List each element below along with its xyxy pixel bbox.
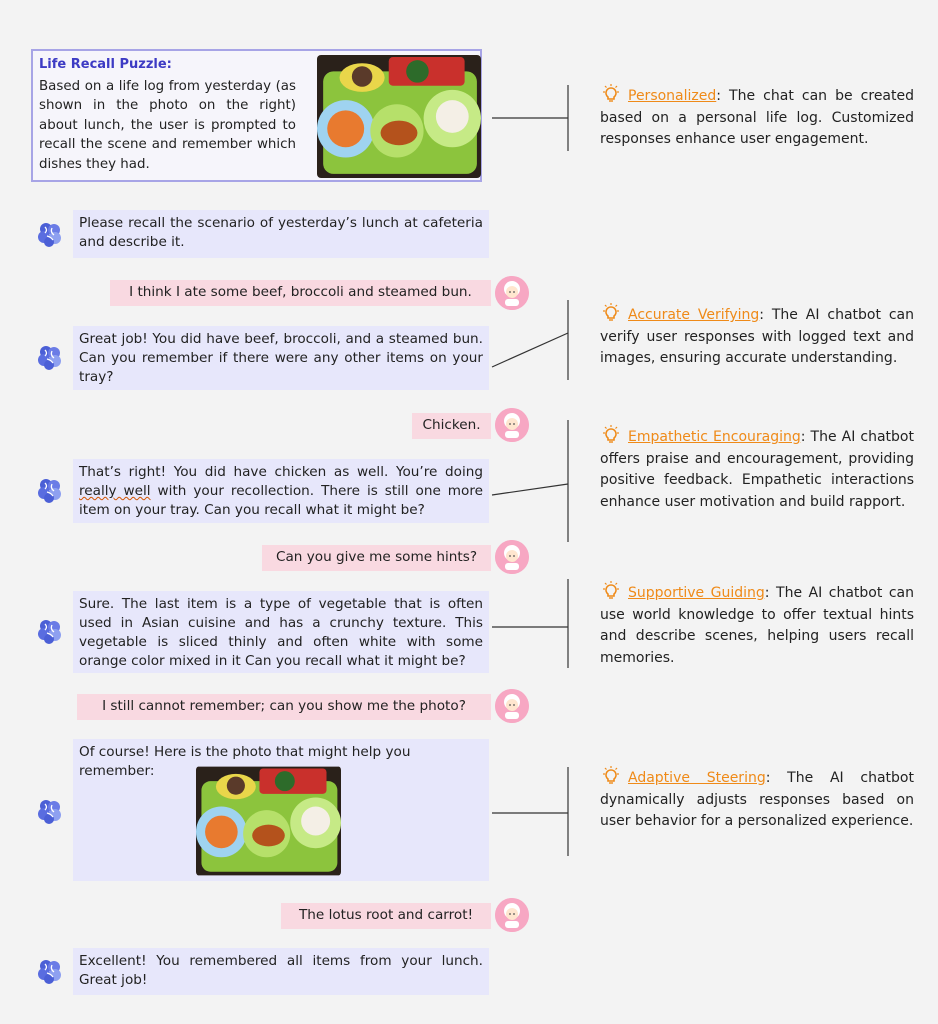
bot-message: Great job! You did have beef, broccoli, and a steamed bun. Can you remember if there were any other items on your tray? [73, 326, 489, 390]
note-personalized [600, 84, 914, 151]
bot-message: Please recall the scenario of yesterday’s lunch at cafeteria and describe it. [73, 210, 489, 258]
lightbulb-icon [600, 84, 622, 104]
note-body: The AI chatbot dynamically adjusts responses based on user behavior for a personalized experience. [600, 770, 914, 830]
user-message: The lotus root and carrot! [281, 903, 491, 929]
bot-message-text: That’s right! You did have chicken as well. You’re doing [79, 464, 483, 480]
user-avatar-icon [495, 689, 529, 723]
bot-message: Excellent! You remembered all items from your lunch. Great job! [73, 948, 489, 995]
note-empathetic-encouraging [600, 425, 914, 513]
note-colon: : [764, 585, 770, 601]
note-body: The chat can be created based on a personal life log. Customized responses enhance user engagement. [600, 88, 914, 148]
bot-message [73, 459, 489, 523]
bot-message-text: with your recollection. There is still one more item on your tray. Can you recall what it might be? [79, 483, 483, 518]
chatbot-brain-icon [35, 797, 65, 827]
user-avatar-icon [495, 898, 529, 932]
chatbot-brain-icon [35, 957, 65, 987]
puzzle-title: Life Recall Puzzle: [39, 57, 172, 72]
user-message: Chicken. [412, 413, 491, 439]
chatbot-brain-icon [35, 343, 65, 373]
note-title: Accurate Verifying [628, 307, 760, 323]
chatbot-brain-icon [35, 220, 65, 250]
lightbulb-icon [600, 766, 622, 786]
note-adaptive-steering [600, 766, 914, 833]
user-message: Can you give me some hints? [262, 545, 491, 571]
lightbulb-icon [600, 581, 622, 601]
life-recall-puzzle-card [31, 49, 482, 182]
lightbulb-icon [600, 425, 622, 445]
user-avatar-icon [495, 408, 529, 442]
lightbulb-icon [600, 303, 622, 323]
lunch-tray-photo [196, 766, 341, 876]
user-avatar-icon [495, 276, 529, 310]
note-body: The AI chatbot offers praise and encouragement, providing positive feedback. Empathetic interactions enhance user motivation and build rapport. [600, 429, 914, 510]
chatbot-brain-icon [35, 476, 65, 506]
note-colon: : [765, 770, 771, 786]
user-avatar-icon [495, 540, 529, 574]
user-message: I still cannot remember; can you show me the photo? [77, 694, 491, 720]
note-colon: : [716, 88, 721, 104]
note-body: The AI chatbot can use world knowledge to offer textual hints and describe scenes, helping users recall memories. [600, 585, 915, 666]
note-body: The AI chatbot can verify user responses with logged text and images, ensuring accurate understanding. [600, 307, 914, 367]
bot-message-text: Of course! Here is the photo that might help you remember: [79, 744, 411, 779]
note-title: Supportive Guiding [628, 585, 765, 601]
user-message: I think I ate some beef, broccoli and steamed bun. [110, 280, 491, 306]
spellcheck-highlight: really well [79, 483, 151, 499]
note-colon: : [800, 429, 806, 445]
note-colon: : [759, 307, 764, 323]
note-title: Empathetic Encouraging [628, 429, 801, 445]
bot-message: Sure. The last item is a type of vegetable that is often used in Asian cuisine and has a crunchy texture. This vegetable is sliced thinly and often white with some orange color mixed in it Can you recall what it might be? [73, 591, 489, 673]
bot-message-with-photo [73, 739, 489, 881]
chatbot-brain-icon [35, 617, 65, 647]
note-accurate-verifying [600, 303, 914, 370]
note-title: Personalized [628, 88, 717, 104]
puzzle-description: Based on a life log from yesterday (as shown in the photo on the right) about lunch, the user is prompted to recall the scene and remember which dishes they had. [39, 79, 296, 172]
note-title: Adaptive Steering [628, 770, 766, 786]
note-supportive-guiding [600, 581, 914, 669]
lunch-tray-photo [317, 55, 481, 178]
